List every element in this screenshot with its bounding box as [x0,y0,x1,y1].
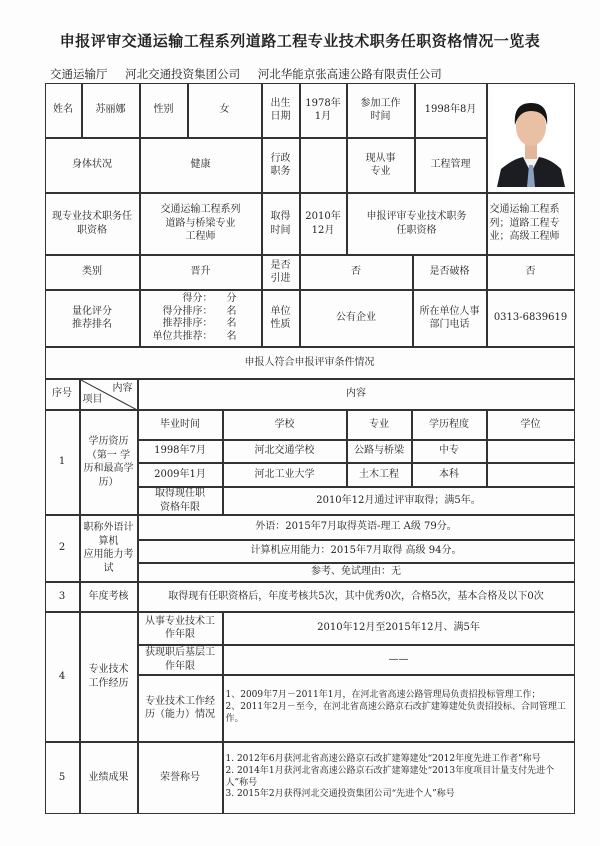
edu-row-1-time: 1998年7月 [138,440,223,463]
work-start-label: 参加工作 时间 [347,83,415,138]
computer-result: 计算机应用能力：2015年7月取得 高级 94分。 [138,540,575,563]
edu-col-major: 专业 [347,410,412,440]
introduced-label: 是否 引进 [262,255,300,290]
admin-post-value [300,138,347,193]
apply-qualification-value: 交通运输工程系列；道路工程专业；高级工程师 [487,193,575,255]
annual-assessment: 取得现有任职资格后，年度考核共5次，其中优秀0次，合格5次，基本合格及以下0次 [138,582,575,612]
header-content: 内容 [138,379,575,410]
item-5-label: 业绩成果 [80,742,138,814]
honor-line: 1. 2012年6月获河北省高速公路京石改扩建筹建处“2012年度先进工作者”称号 [225,754,541,765]
work-years-label: 从事专业技术工 作年限 [138,612,223,645]
edu-row-2-school: 河北工业大学 [223,463,347,487]
org-3: 河北华能京张高速公路有限责任公司 [257,67,442,81]
exception-value: 否 [487,255,575,290]
score-values [140,290,262,347]
name-label: 姓名 [45,83,82,138]
name-value: 苏丽娜 [82,83,140,138]
edu-col-degree: 学位 [487,410,575,440]
score-item-label: 单位共推荐： [152,330,213,342]
edu-row-1-level: 中专 [412,440,487,463]
gender-label: 性别 [140,83,188,138]
tenure-label: 取得现任职 资格年限 [138,487,223,515]
organization-line [50,66,456,82]
score-label: 量化评分 推荐排名 [45,290,140,347]
work-experience-label: 专业技术工作经 历（能力）情况 [138,675,223,742]
obtain-time-value: 2010年 12月 [300,193,347,255]
item-2-label: 职称外语计 算机 应用能力考 试 [80,515,138,582]
current-qualification-value: 交通运输工程系列 道路与桥梁专业 工程师 [140,193,262,255]
exemption-reason: 参考、免试理由：无 [138,563,575,582]
score-item-unit: 分 [226,293,237,304]
org-2: 河北交通投资集团公司 [125,67,241,81]
health-label: 身体状况 [45,138,140,193]
category-label: 类别 [45,255,140,290]
item-2-no: 2 [45,515,80,582]
edu-row-1-degree [487,440,575,463]
gender-value: 女 [188,83,262,138]
edu-row-2-time: 2009年1月 [138,463,223,487]
admin-post-label: 行政 职务 [262,138,300,193]
hr-phone-value: 0313-6839619 [487,290,575,347]
page-title: 申报评审交通运输工程系列道路工程专业技术职务任职资格情况一览表 [59,32,541,50]
tenure-value: 2010年12月通过评审取得；满5年。 [223,487,575,515]
birth-value: 1978年 1月 [300,83,347,138]
obtain-time-label: 取得 时间 [262,193,300,255]
foreign-language-result: 外语：2015年7月取得英语-理工 A级 79分。 [138,515,575,540]
grassroots-years-label: 获现职后基层工 作年限 [138,645,223,675]
score-item-label: 得分排序： [162,305,213,317]
header-no: 序号 [45,379,80,410]
honors-value [223,742,575,814]
score-item-unit: 名 [226,330,237,342]
item-1-no: 1 [45,410,80,515]
honor-line: 2. 2014年1月获河北省高速公路京石改扩建筹建处“2013年度项目计量支付先进个人”称号 [225,765,555,788]
honors-label: 荣誉称号 [138,742,223,814]
work-years-value: 2010年12月至2015年12月、满5年 [223,612,575,645]
hr-phone-label: 所在单位人事 部门电话 [413,290,487,347]
unit-type-label: 单位 性质 [262,290,300,347]
category-value: 晋升 [140,255,262,290]
score-item-label: 推荐排序： [162,318,213,329]
honor-line: 3. 2015年2月获得河北交通投资集团公司“先进个人”称号 [225,789,455,800]
edu-row-2-major: 土木工程 [347,463,412,487]
work-start-value: 1998年8月 [415,83,487,138]
header-diagonal-cell [80,379,138,410]
org-1: 交通运输厅 [50,67,108,81]
unit-type-value: 公有企业 [300,290,413,347]
experience-line: 2、2011年2月－至今，在河北省高速公路京石改扩建筹建处负责招投标、合同管理工作。 [225,702,566,724]
portrait-photo-icon [493,89,569,187]
edu-row-1-major: 公路与桥梁 [347,440,412,463]
edu-col-school: 学校 [223,410,347,440]
experience-line: 1、2009年7月－2011年1月，在河北省高速公路管理局负责招投标管理工作； [225,690,541,701]
grassroots-years-value: —— [223,645,575,675]
score-item-label: 得分： [182,293,213,304]
section-title: 申报人符合申报评审条件情况 [45,347,575,379]
major-label: 现从事 专业 [347,138,415,193]
item-3-no: 3 [45,582,80,612]
item-4-label: 专业技术 工作经历 [80,612,138,742]
edu-row-1-school: 河北交通学校 [223,440,347,463]
edu-col-time: 毕业时间 [138,410,223,440]
header-item: 项目 [82,394,103,405]
edu-col-level: 学历程度 [412,410,487,440]
health-value: 健康 [140,138,262,193]
apply-qualification-label: 申报评审专业技术职务 任职资格 [347,193,487,255]
header-content-small: 内容 [112,382,133,394]
work-experience-value [223,675,575,742]
edu-row-2-level: 本科 [412,463,487,487]
item-1-label: 学历资历 （第一 学 历和最高学 历） [80,410,138,515]
major-value: 工程管理 [415,138,487,193]
edu-row-2-degree [487,463,575,487]
current-qualification-label: 现专业技术职务任 职资格 [45,193,140,255]
birth-label: 出生 日期 [262,83,300,138]
score-item-unit: 名 [226,305,237,317]
item-3-label: 年度考核 [80,582,138,612]
exception-label: 是否破格 [413,255,487,290]
score-item-unit: 名 [226,318,237,329]
item-5-no: 5 [45,742,80,814]
photo-cell [487,83,575,193]
item-4-no: 4 [45,612,80,742]
introduced-value: 否 [300,255,413,290]
